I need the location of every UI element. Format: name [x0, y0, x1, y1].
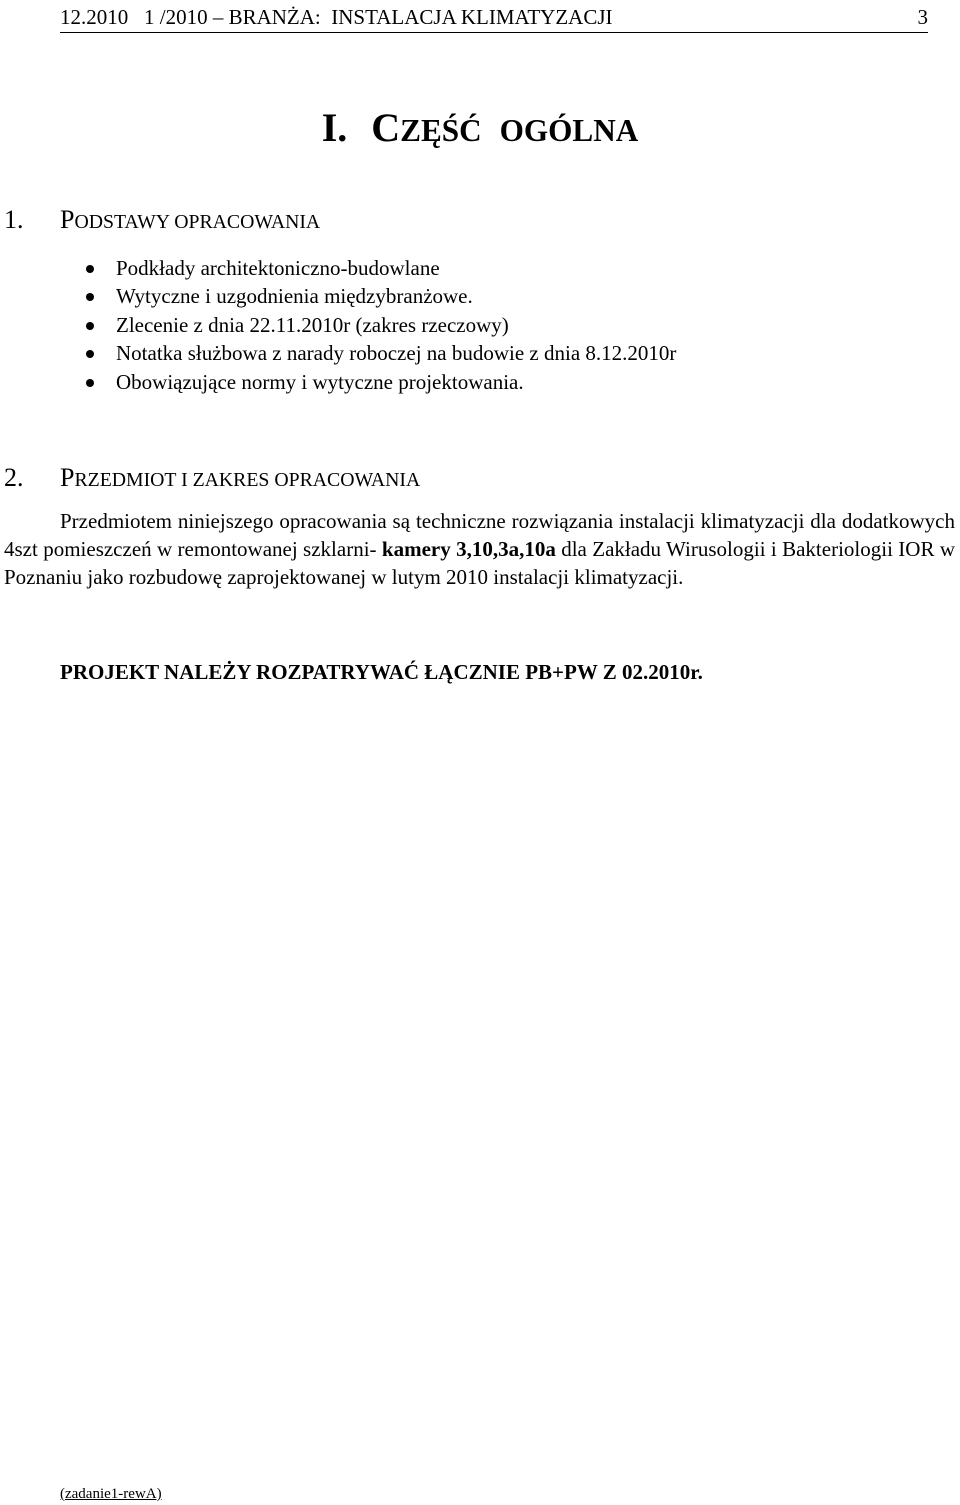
bullet-icon — [86, 265, 94, 273]
footer-code: (zadanie1-rewA) — [60, 1486, 162, 1502]
list-item-text: Podkłady architektoniczno-budowlane — [116, 256, 440, 280]
section-1-list — [86, 254, 676, 396]
list-item — [86, 339, 676, 367]
section-1-title-rest: ODSTAWY OPRACOWANIA — [74, 211, 321, 233]
list-item-text: Notatka służbowa z narady roboczej na budowie z dnia 8.12.2010r — [116, 341, 677, 366]
list-item — [86, 254, 676, 282]
bullet-icon — [86, 322, 94, 330]
list-item — [86, 311, 676, 339]
list-item — [86, 368, 676, 396]
section-2-title-initial: P — [60, 463, 75, 492]
part-title-initial: C — [371, 105, 401, 150]
part-title-word1-rest: ZĘŚĆ — [400, 113, 482, 148]
part-title — [0, 102, 960, 157]
bullet-icon — [86, 350, 94, 358]
section-2-paragraph — [4, 508, 955, 591]
paragraph-text-part2: dla Zakładu Wirusologii i Bakteriologii IOR w Poznaniu jako rozbudowę zaprojektowanej w lutym 2010 instalacji klimatyzacji. — [4, 536, 955, 589]
bullet-icon — [86, 293, 94, 301]
part-title-word2: OGÓLNA — [499, 113, 639, 148]
section-1-heading — [4, 203, 320, 239]
list-item-text: Obowiązujące normy i wytyczne projektowania. — [116, 369, 524, 394]
section-1-title-initial: P — [60, 205, 75, 234]
running-header — [60, 2, 928, 33]
list-item-text: Wytyczne i uzgodnienia międzybranżowe. — [116, 284, 473, 309]
bullet-icon — [86, 379, 94, 387]
paragraph-text-part1: Przedmiotem niniejszego opracowania są techniczne rozwiązania instalacji klimatyzacji dla dodatkowych 4szt pomieszczeń w remontowanej szklarni- — [4, 509, 955, 561]
header-title: 12.2010 1 /2010 – BRANŻA: INSTALACJA KLIMATYZACJI — [60, 5, 613, 29]
part-numeral: I. — [321, 105, 348, 150]
section-2-heading — [4, 461, 420, 497]
project-note: PROJEKT NALEŻY ROZPATRYWAĆ ŁĄCZNIE PB+PW Z 02.2010r. — [60, 660, 703, 684]
page-number: 3 — [917, 5, 928, 29]
section-2-number: 2. — [4, 463, 24, 492]
paragraph-bold-text: kamery 3,10,3a,10a — [381, 536, 556, 561]
section-1-number: 1. — [4, 205, 24, 234]
section-2-title-rest: RZEDMIOT I ZAKRES OPRACOWANIA — [74, 469, 421, 491]
list-item-text: Zlecenie z dnia 22.11.2010r (zakres rzeczowy) — [116, 312, 509, 337]
list-item — [86, 282, 676, 310]
